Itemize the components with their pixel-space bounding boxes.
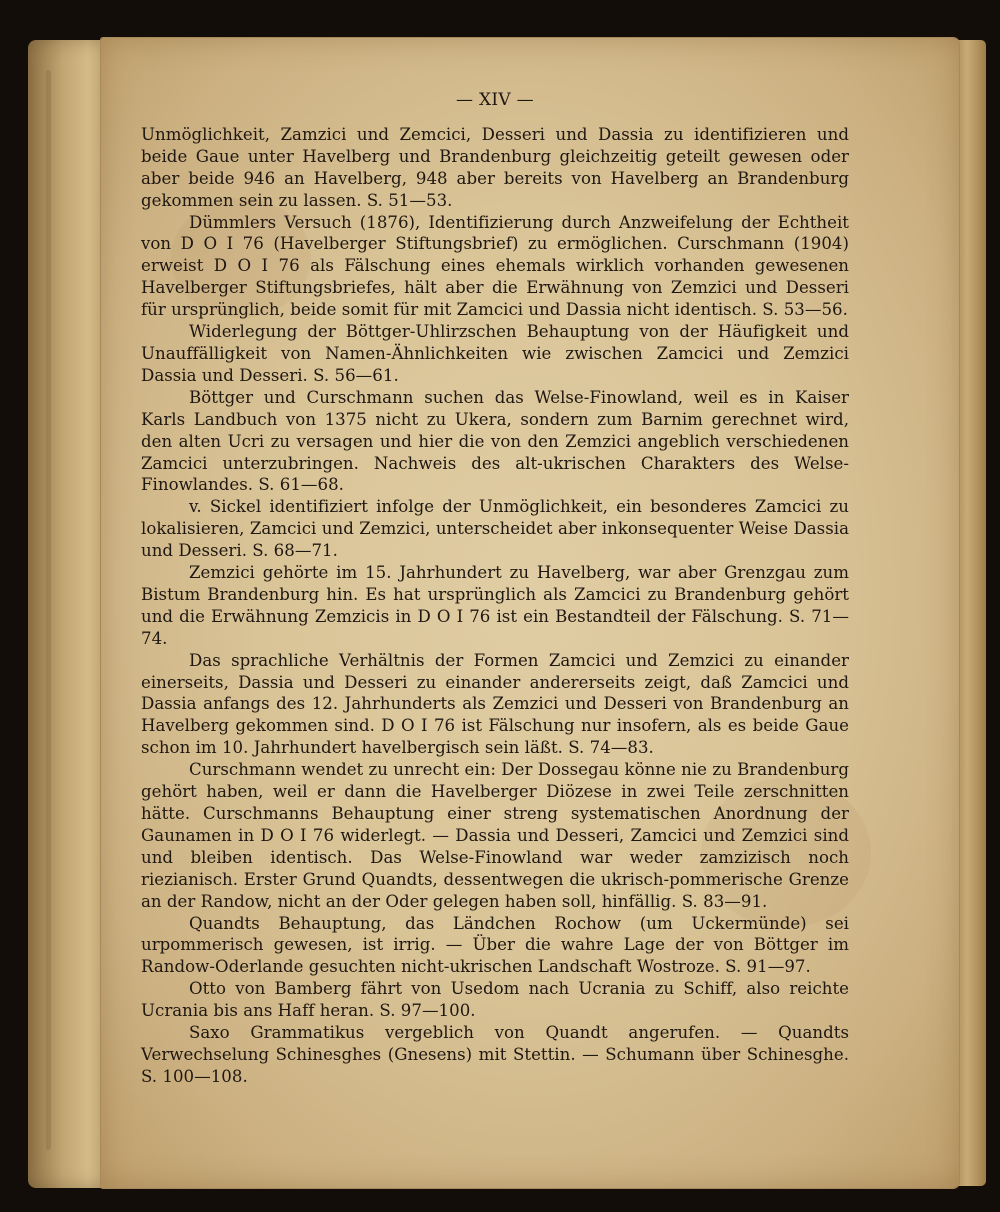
page-number: — XIV — [455,90,534,110]
paragraph: Quandts Behauptung, das Ländchen Rochow (um Uckermünde) sei urpommerisch gewesen, ist irrig. — Über die wahre Lage der von Böttger im Randow-Oderlande gesuchten nicht-ukrischen Landschaft Wostroze. S. 91—97. [141,913,849,977]
paragraph: Unmöglichkeit, Zamzici und Zemcici, Desseri und Dassia zu identifizieren und beide Gaue unter Havelberg und Brandenburg gleichzeitig geteilt gewesen oder aber beide 946 an Havelberg, 948 aber bereits von Havelberg an Brandenburg gekommen sein zu lassen. S. 51—53. [141,124,849,210]
page-text [141,90,849,1088]
paragraph: Widerlegung der Böttger-Uhlirzschen Behauptung von der Häufigkeit und Unauffälligkeit von Namen-Ähnlichkeiten wie zwischen Zamcici und Zemzici Dassia und Desseri. S. 56—61. [141,322,849,385]
paragraph: Zemzici gehörte im 15. Jahrhundert zu Havelberg, war aber Grenzgau zum Bistum Brandenburg hin. Es hat ursprünglich als Zamcici zu Brandenburg gehört und die Erwähnung Zemzicis in D O I 76 ist ein Bestandteil der Fälschung. S. 71—74. [141,563,849,648]
paragraph: v. Sickel identifiziert infolge der Unmöglichkeit, ein besonderes Zamcici zu lokalisieren, Zamcici und Zemzici, unterscheidet aber inkonsequenter Weise Dassia und Desseri. S. 68—71. [141,497,849,561]
paragraph: Dümmlers Versuch (1876), Identifizierung durch Anzweifelung der Echtheit von D O I 76 (Havelberger Stiftungsbrief) zu ermöglichen. Curschmann (1904) erweist D O I 76 als Fälschung eines ehemals wirklich vorhanden gewesenen Havelberger Stiftungsbriefes, hält aber die Erwähnung von Zemzici und Desseri für ursprünglich, beide somit für mit Zamcici und Dassia nicht identisch. S. 53—56. [141,212,849,320]
paragraph: Böttger und Curschmann suchen das Welse-Finowland, weil es in Kaiser Karls Landbuch von 1375 nicht zu Ukera, sondern zum Barnim gerechnet wird, den alten Ucri zu versagen und hier die von den Zemzici angeblich verschiedenen Zamcici unterzubringen. Nachweis des alt-ukrischen Charakters des Welse-Finowlandes. S. 61—68. [141,387,849,495]
paragraph: Das sprachliche Verhältnis der Formen Zamcici und Zemzici zu einander einerseits, Dassia und Desseri zu einander andererseits zeigt, daß Zamcici und Dassia anfangs des 12. Jahrhunderts als Zemzici und Desseri von Brandenburg an Havelberg gekommen sind. D O I 76 ist Fälschung nur insofern, als es beide Gaue schon im 10. Jahrhundert havelbergisch sein läßt. S. 74—83. [141,650,849,758]
paragraph: Otto von Bamberg fährt von Usedom nach Ucrania zu Schiff, also reichte Ucrania bis ans Haff heran. S. 97—100. [141,979,849,1021]
paragraph: Curschmann wendet zu unrecht ein: Der Dossegau könne nie zu Brandenburg gehört haben, weil er dann die Havelberger Diözese in zwei Teile zerschnitten hätte. Curschmanns Behauptung einer streng systematischen Anordnung der Gaunamen in D O I 76 widerlegt. — Dassia und Desseri, Zamcici und Zemzici sind und bleiben identisch. Das Welse-Finowland war weder zamzizisch noch riezianisch. Erster Grund Quandts, dessentwegen die ukrisch-pommerische Grenze an der Randow, nicht an der Oder gelegen haben soll, hinfällig. S. 83—91. [141,760,849,911]
paragraph: Saxo Grammatikus vergeblich von Quandt angerufen. — Quandts Verwechselung Schinesghes (Gnesens) mit Stettin. — Schumann über Schinesghe. S. 100—108. [141,1023,849,1086]
